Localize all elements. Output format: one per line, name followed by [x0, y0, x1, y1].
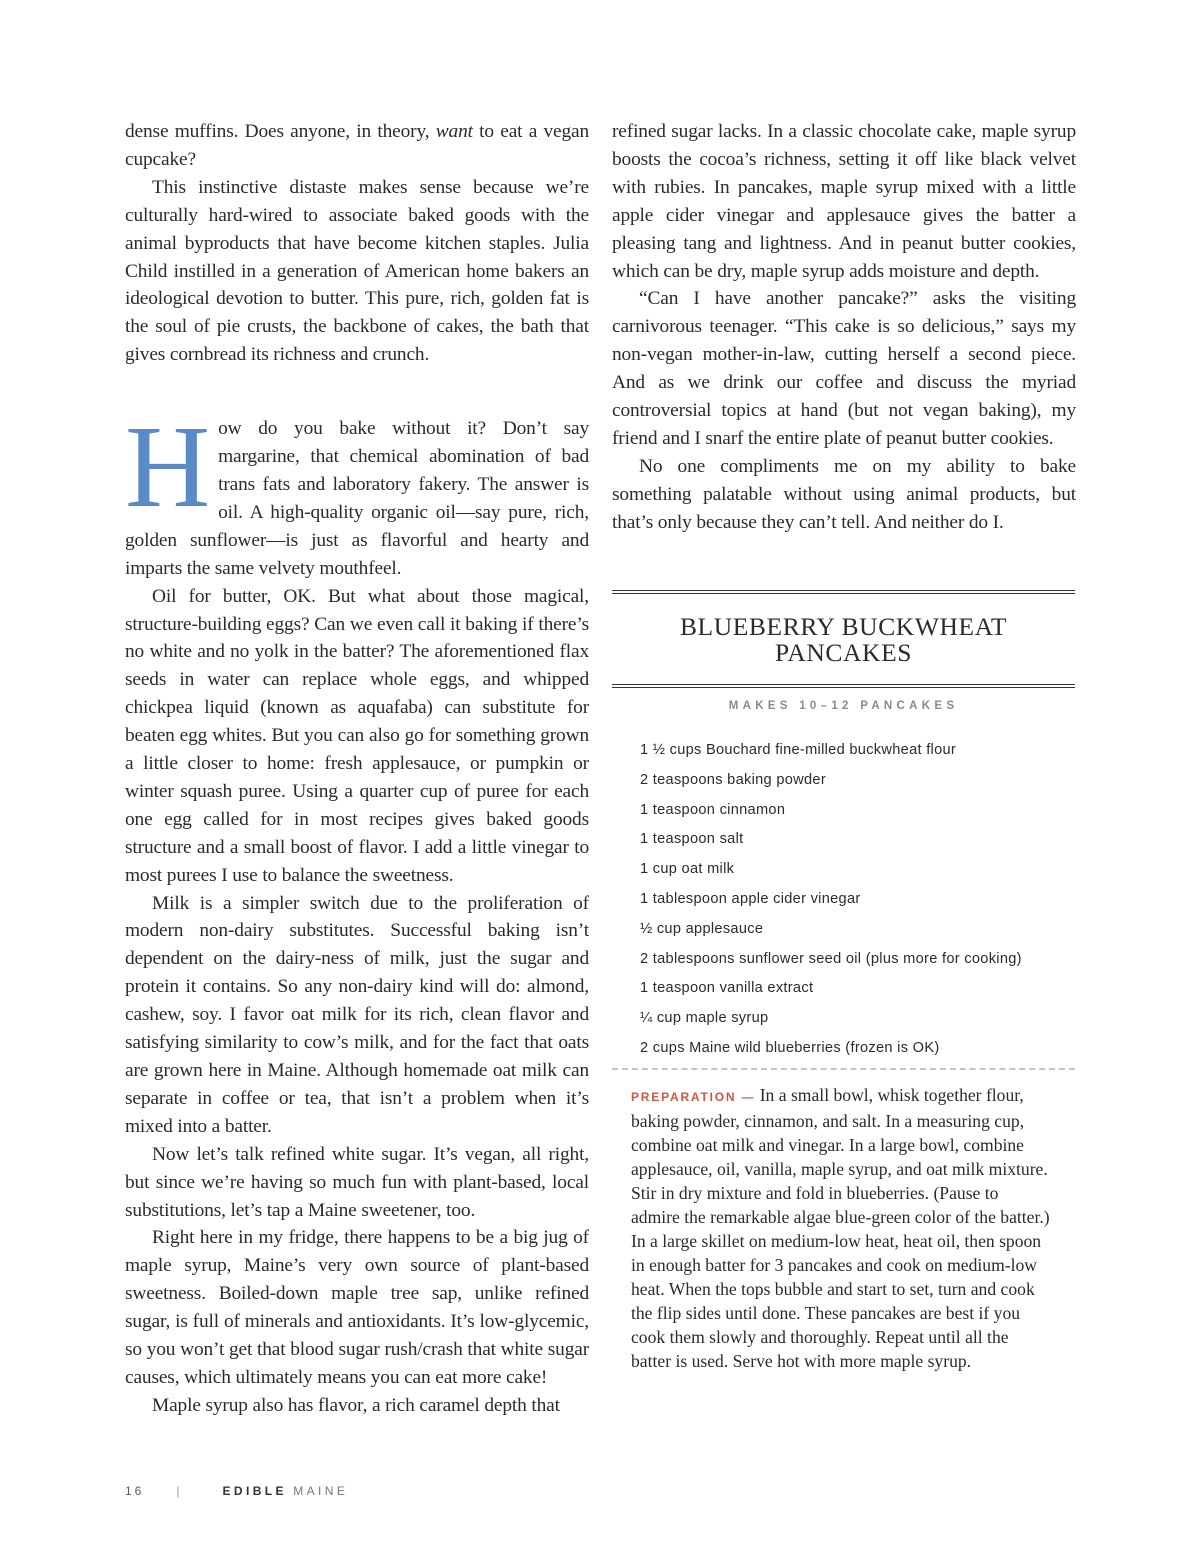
- paragraph: Oil for butter, OK. But what about those magical, structure-building eggs? Can we even call it baking if there’s no white and no yolk in the batter? The aforementioned flax seeds in water can replace whole eggs, and whipped chickpea liquid (known as aquafaba) can substitute for beaten egg whites. But you can also go for something grown a little closer to home: fresh applesauce, or pumpkin or winter squash puree. Using a quarter cup of puree for each one egg called for in most recipes gives baked goods structure and a small boost of flavor. I add a little vinegar to most purees I use to balance the sweetness.: [125, 585, 589, 886]
- preparation-text: [631, 1083, 1051, 1373]
- paragraph: refined sugar lacks. In a classic chocolate cake, maple syrup boosts the cocoa’s richness, setting it off like black velvet with rubies. In pancakes, maple syrup mixed with a little apple cider vinegar and applesauce gives the batter a pleasing tang and lightness. And in peanut butter cookies, which can be dry, maple syrup adds moisture and depth.: [612, 121, 1076, 282]
- page-footer: [125, 1484, 348, 1498]
- ingredient-item: 2 cups Maine wild blueberries (frozen is OK): [640, 1039, 940, 1056]
- paragraph: This instinctive distaste makes sense because we’re culturally hard-wired to associate baked goods with the animal byproducts that have become kitchen staples. Julia Child instilled in a generation of American home bakers an ideological devotion to butter. This pure, rich, golden fat is the soul of pie crusts, the backbone of cakes, the bath that gives cornbread its richness and crunch.: [125, 176, 589, 366]
- ingredient-item: 1 tablespoon apple cider vinegar: [640, 890, 861, 907]
- article-left-column: [125, 118, 589, 1420]
- paragraph: “Can I have another pancake?” asks the visiting carnivorous teenager. “This cake is so delicious,” says my non-vegan mother-in-law, cutting herself a second piece. And as we drink our coffee and discuss the myriad controversial topics at hand (but not vegan baking), my friend and I snarf the entire plate of peanut butter cookies.: [612, 288, 1076, 449]
- ingredient-item: 1 teaspoon cinnamon: [640, 801, 786, 818]
- paragraph: Right here in my fridge, there happens to be a big jug of maple syrup, Maine’s very own source of plant-based sweetness. Boiled-down maple tree sap, unlike refined sugar, is full of minerals and antioxidants. It’s low-glycemic, so you won’t get that blood sugar rush/crash that white sugar causes, which ultimately means you can eat more cake!: [125, 1227, 589, 1388]
- paragraph-with-dropcap: [125, 401, 589, 582]
- recipe-title: [612, 614, 1075, 666]
- drop-cap: H: [125, 401, 211, 533]
- paragraph: No one compliments me on my ability to bake something palatable without using animal products, but that’s only because they can’t tell. And neither do I.: [612, 455, 1076, 533]
- paragraph: Maple syrup also has flavor, a rich caramel depth that: [152, 1394, 560, 1416]
- paragraph-text: dense muffins. Does anyone, in theory,: [125, 121, 436, 142]
- preparation-body: In a small bowl, whisk together flour, baking powder, cinnamon, and salt. In a measuring cup, combine oat milk and vinegar. In a large bowl, combine applesauce, oil, vanilla, maple syrup, and oat milk mixture. Stir in dry mixture and fold in blueberries. (Pause to admire the remarkable algae blue-green color of the batter.) In a large skillet on medium-low heat, heat oil, then spoon in enough batter for 3 pancakes and cook on medium-low heat. When the tops bubble and start to set, turn and cook the flip sides until done. These pancakes are best if you cook them slowly and thoroughly. Repeat until all the batter is used. Serve hot with more maple syrup.: [631, 1084, 1050, 1371]
- article-right-column: [612, 118, 1076, 537]
- ingredient-item: ½ cup applesauce: [640, 920, 764, 937]
- paragraph-text: to eat a vegan cupcake?: [125, 121, 590, 170]
- paragraph: Milk is a simpler switch due to the proliferation of modern non-dairy substitutes. Successful baking isn’t dependent on the dairy-ness of milk, just the sugar and protein it contains. So any non-dairy kind will do: almond, cashew, soy. I favor oat milk for its rich, clean flavor and satisfying similarity to cow’s milk, and for the fact that oats are grown here in Maine. Although homemade oat milk can separate in coffee or tea, that isn’t a problem when it’s mixed into a batter.: [125, 892, 589, 1137]
- ingredient-item: ¼ cup maple syrup: [640, 1010, 769, 1027]
- ingredient-list: [612, 736, 1075, 1064]
- magazine-name-bold: EDIBLE: [222, 1484, 287, 1498]
- recipe-box: [612, 590, 1075, 1373]
- magazine-name-light: MAINE: [293, 1484, 349, 1498]
- dashed-divider: [612, 1068, 1075, 1070]
- paragraph: [125, 118, 589, 174]
- paragraph: Now let’s talk refined white sugar. It’s vegan, all right, but since we’re having so much fun with plant-based, local substitutions, let’s tap a Maine sweetener, too.: [125, 1143, 589, 1221]
- ingredient-item: 2 tablespoons sunflower seed oil (plus more for cooking): [640, 950, 1022, 967]
- ingredient-item: 1 cup oat milk: [640, 861, 735, 878]
- preparation-label: PREPARATION —: [631, 1089, 756, 1104]
- ingredient-item: 1 ½ cups Bouchard fine-milled buckwheat flour: [640, 742, 957, 758]
- emphasis-text: want: [435, 121, 473, 142]
- paragraph-text: ow do you bake without it? Don’t say margarine, that chemical abomination of bad trans fats and laboratory fakery. The answer is oil. A high-quality organic oil—say pure, rich, golden sunflower—is just as flavorful and hearty and imparts the same velvety mouthfeel.: [125, 418, 589, 579]
- ingredient-item: 1 teaspoon salt: [640, 831, 744, 848]
- recipe-title-rule: [612, 684, 1075, 688]
- recipe-top-rule: [612, 590, 1075, 594]
- ingredient-item: 2 teaspoons baking powder: [640, 771, 826, 788]
- footer-separator: |: [176, 1484, 183, 1498]
- recipe-title-line: PANCAKES: [774, 638, 913, 667]
- ingredient-item: 1 teaspoon vanilla extract: [640, 980, 814, 997]
- recipe-title-line: BLUEBERRY BUCKWHEAT: [679, 612, 1008, 641]
- page-number: 16: [125, 1484, 145, 1498]
- recipe-yield: MAKES 10–12 PANCAKES: [728, 700, 959, 712]
